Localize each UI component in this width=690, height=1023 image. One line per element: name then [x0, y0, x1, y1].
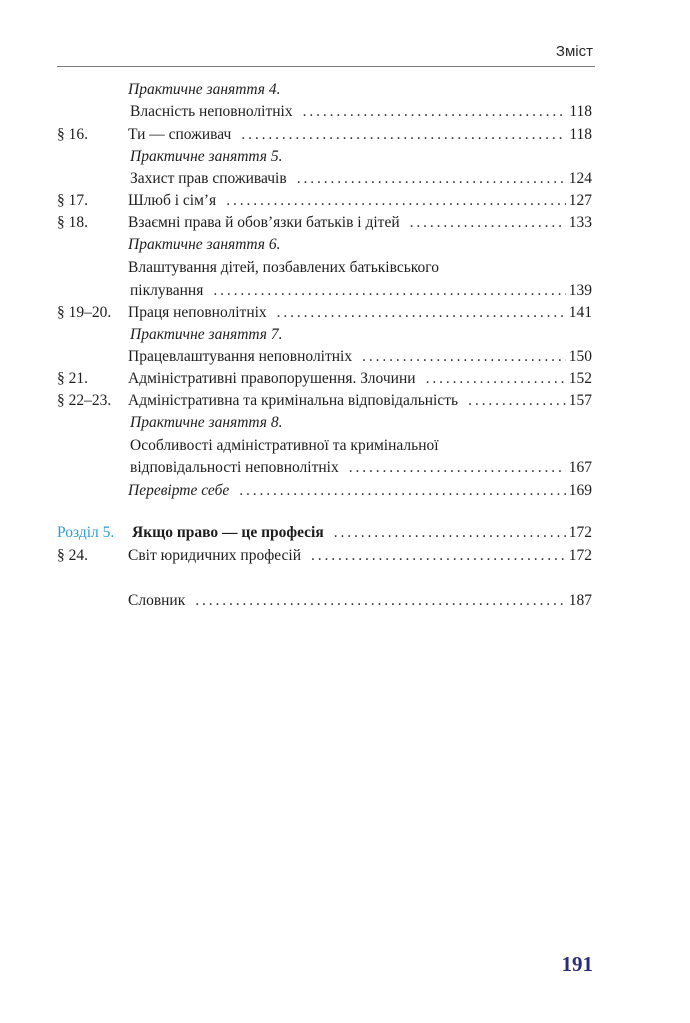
toc-page-number: 141: [568, 304, 592, 321]
toc-page-number: 124: [568, 170, 592, 187]
toc-page-number: 150: [568, 348, 592, 365]
toc-row-glossary[interactable]: [57, 590, 592, 612]
toc-row-21[interactable]: [57, 368, 592, 390]
toc-row-24[interactable]: [57, 545, 592, 567]
toc-entry-title: Адміністративна та кримінальна відповідальність: [128, 392, 459, 409]
toc-entry-title: Перевірте себе: [128, 482, 230, 499]
toc-page-number: 118: [569, 126, 592, 143]
toc-page-number: 133: [568, 214, 592, 231]
leader-dots: [362, 346, 566, 368]
toc-page-number: 187: [568, 592, 592, 609]
toc-entry-title: Ти — споживач: [128, 126, 232, 143]
toc-row-practice-4: [57, 79, 592, 101]
leader-dots: [303, 101, 567, 123]
toc-page-number: 172: [568, 547, 592, 564]
toc-page-number: 169: [568, 482, 592, 499]
toc-page-number: 157: [568, 392, 592, 409]
toc-section-number: § 17.: [57, 192, 88, 209]
toc-page-number: 167: [568, 459, 592, 476]
toc-page-number: 172: [568, 524, 592, 541]
toc-entry-title: піклування: [130, 282, 204, 299]
toc-row-18[interactable]: [57, 212, 592, 234]
toc-entry-title: Словник: [128, 592, 186, 609]
toc-page-number: 152: [568, 370, 592, 387]
leader-dots: [468, 390, 566, 412]
toc-section-number: § 24.: [57, 547, 88, 564]
leader-dots: [426, 368, 566, 390]
leader-dots: [277, 302, 566, 324]
toc-entry-title: Практичне заняття 6.: [128, 236, 281, 253]
toc-page-number: 127: [568, 192, 592, 209]
toc-row-consumer-rights[interactable]: [57, 168, 592, 190]
toc-entry-title: Праця неповнолітніх: [128, 304, 267, 321]
toc-row-16[interactable]: [57, 124, 592, 146]
toc-entry-title: Практичне заняття 8.: [130, 414, 283, 431]
toc-row-liability-line1: [57, 435, 592, 457]
toc-section-number: § 19–20.: [57, 304, 112, 321]
toc-entry-title: Якщо право — це професія: [132, 524, 324, 541]
toc-entry-title: Практичне заняття 7.: [130, 326, 283, 343]
toc-entry-title: Працевлаштування неповнолітніх: [128, 348, 353, 365]
toc-section-number: § 22–23.: [57, 392, 112, 409]
leader-dots: [311, 545, 566, 567]
toc-row-practice-7: [57, 324, 592, 346]
toc-entry-title: Шлюб і сім’я: [128, 192, 217, 209]
toc-entry-title: Власність неповнолітніх: [130, 103, 293, 120]
toc-entry-title: Влаштування дітей, позбавлених батьківського: [128, 259, 439, 276]
leader-dots: [239, 480, 565, 502]
toc-row-liability-line2[interactable]: [57, 457, 592, 479]
page-number: 191: [561, 952, 593, 976]
toc-entry-title: Адміністративні правопорушення. Злочини: [128, 370, 416, 387]
toc-entry-title: Взаємні права й обов’язки батьків і дітей: [128, 214, 400, 231]
toc-entry-title: Практичне заняття 5.: [130, 148, 283, 165]
toc-row-practice-6: [57, 234, 592, 256]
toc-section-number: § 21.: [57, 370, 88, 387]
toc-entry-title: Світ юридичних професій: [128, 547, 302, 564]
leader-dots: [226, 190, 566, 212]
leader-dots: [195, 590, 565, 612]
leader-dots: [241, 124, 566, 146]
toc-entry-title: Особливості адміністративної та кримінальної: [130, 437, 439, 454]
header-title: Зміст: [555, 43, 593, 60]
leader-dots: [213, 280, 565, 302]
toc-chapter-number: Розділ 5.: [57, 524, 115, 541]
toc-row-placement-line1: [57, 257, 592, 279]
toc-entry-title: відповідальності неповнолітніх: [130, 459, 339, 476]
toc-row-employment[interactable]: [57, 346, 592, 368]
toc-row-22-23[interactable]: [57, 390, 592, 412]
toc-page-number: 118: [569, 103, 592, 120]
toc-row-self-check[interactable]: [57, 480, 592, 502]
toc-row-practice-8: [57, 412, 592, 434]
leader-dots: [297, 168, 566, 190]
toc-row-17[interactable]: [57, 190, 592, 212]
toc-row-19-20[interactable]: [57, 302, 592, 324]
leader-dots: [410, 212, 566, 234]
toc-section-number: § 18.: [57, 214, 88, 231]
toc-page-number: 139: [568, 282, 592, 299]
header-rule: [57, 66, 595, 67]
leader-dots: [349, 457, 566, 479]
toc-section-number: § 16.: [57, 126, 88, 143]
toc-row-placement-line2[interactable]: [57, 280, 592, 302]
toc-row-chapter-5[interactable]: [57, 522, 592, 544]
toc-entry-title: Практичне заняття 4.: [128, 81, 281, 98]
toc-row-practice-5: [57, 146, 592, 168]
toc-row-property[interactable]: [57, 101, 592, 123]
toc-entry-title: Захист прав споживачів: [130, 170, 287, 187]
leader-dots: [334, 522, 566, 544]
